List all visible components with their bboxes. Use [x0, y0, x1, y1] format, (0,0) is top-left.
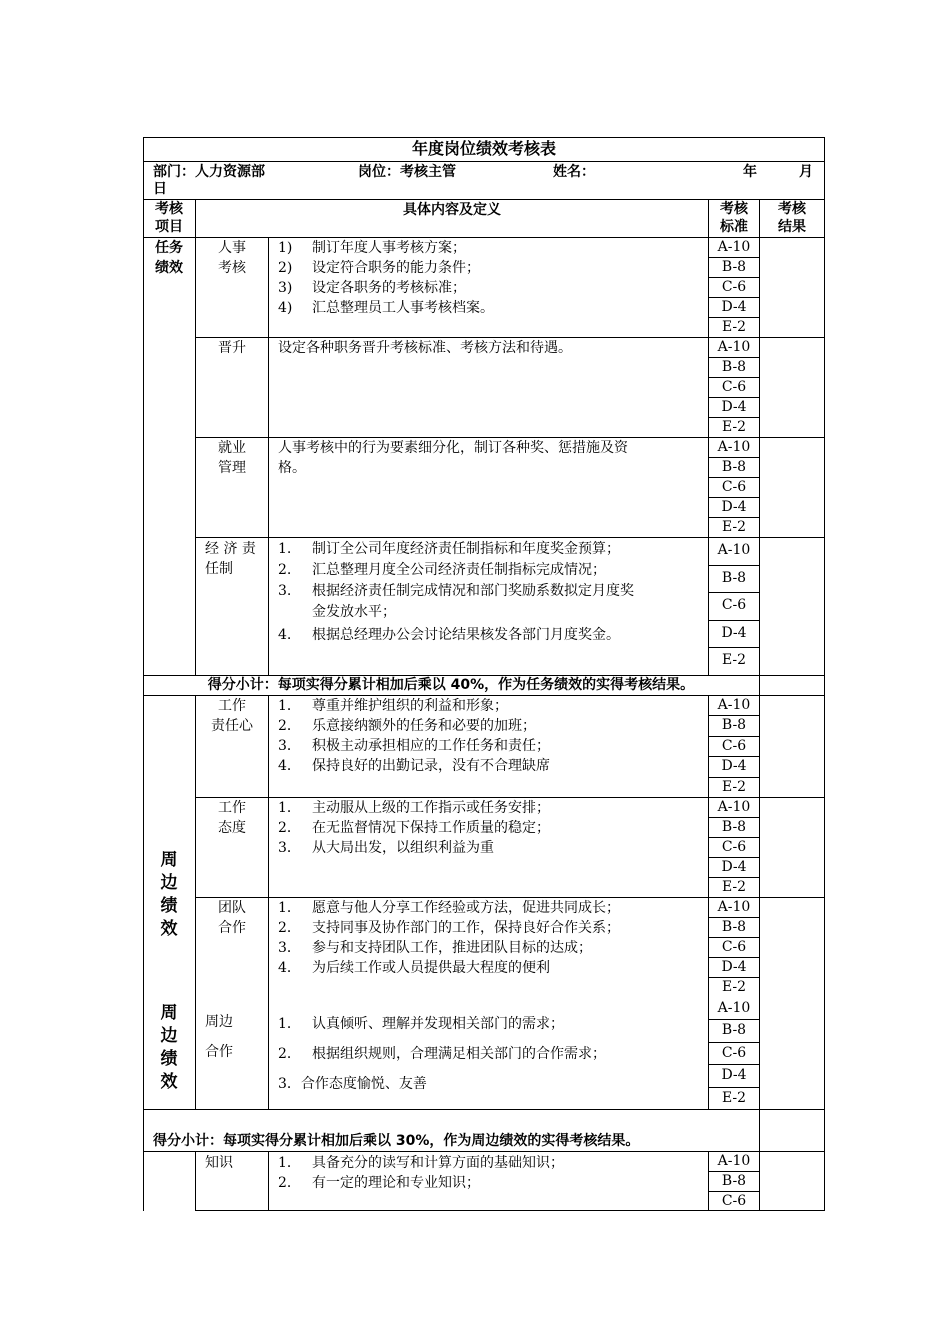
grade-cell: A-10: [717, 542, 751, 558]
line-number: 1．: [278, 698, 301, 714]
peri-subtotal: 得分小计：每项实得分累计相加后乘以 30%，作为周边绩效的实得考核结果。: [153, 1133, 640, 1149]
year-label: 年: [743, 164, 757, 180]
grade-cell: A-10: [717, 697, 751, 713]
grade-rule: [708, 620, 760, 621]
grade-cell: E-2: [721, 519, 747, 535]
day-label: 日: [153, 181, 167, 197]
task-label: [143, 238, 195, 278]
item-name-text: 管理: [218, 460, 246, 476]
rule: [195, 537, 825, 538]
line-text: 认真倾听、理解并发现相关部门的需求；: [312, 1016, 564, 1032]
line-number: 4): [278, 300, 293, 316]
item-name-text: 团队: [218, 900, 246, 916]
label-text: 效: [160, 919, 178, 939]
grade-cell: A-10: [717, 239, 751, 255]
header-text: 标准: [720, 219, 748, 235]
item-name-text: 工作: [218, 800, 246, 816]
grade-rule: [708, 1042, 760, 1043]
line-text: 金发放水平；: [312, 604, 396, 620]
line-text: 为后续工作或人员提供最大程度的便利: [312, 960, 550, 976]
item-name-text: 责任心: [211, 718, 253, 734]
grade-rule: [708, 1019, 760, 1020]
content-line: [278, 696, 550, 716]
item-name: [196, 798, 268, 838]
grade-cell: A-10: [717, 439, 751, 455]
content-line: 格。: [278, 460, 306, 476]
grade-cell: D-4: [721, 859, 747, 875]
line-text: 在无监督情况下保持工作质量的稳定；: [312, 820, 550, 836]
grade-cell: D-4: [721, 959, 747, 975]
line-text: 参与和支持团队工作，推进团队目标的达成；: [312, 940, 592, 956]
content-line: [278, 1069, 606, 1099]
grade-cell: B-8: [721, 1173, 747, 1189]
label-text: 周: [160, 850, 178, 870]
line-number: 1．: [278, 1016, 301, 1032]
item-name: [196, 898, 268, 938]
header-text: 结果: [778, 219, 806, 235]
peri2-label: [143, 1002, 195, 1094]
grade-rule: [708, 647, 760, 648]
grade-cell: B-8: [721, 359, 747, 375]
content-line: [278, 602, 634, 623]
grade-cell: C-6: [721, 839, 747, 855]
grade-rule: [708, 592, 760, 593]
rule: [759, 199, 760, 1211]
content-line: [278, 756, 550, 776]
line-number: 3.: [278, 583, 292, 599]
line-text: 愿意与他人分享工作经验或方法，促进共同成长；: [312, 900, 620, 916]
line-text: 尊重并维护组织的利益和形象；: [312, 698, 508, 714]
line-text: 制订年度人事考核方案；: [312, 240, 466, 256]
line-text: 设定符合职务的能力条件；: [312, 260, 480, 276]
grade-cell: A-10: [717, 899, 751, 915]
line-number: 1．: [278, 800, 301, 816]
grade-cell: A-10: [717, 799, 751, 815]
grade-cell: E-2: [721, 779, 747, 795]
line-number: 4.: [278, 627, 292, 643]
content-line: [278, 938, 620, 958]
grade-cell: C-6: [721, 738, 747, 754]
header-text: 项目: [155, 219, 183, 235]
item-content: 设定各种职务晋升考核标准、考核方法和待遇。: [278, 340, 572, 356]
rule: [268, 237, 269, 675]
grade-cell: E-2: [721, 879, 747, 895]
grade-cell: E-2: [721, 319, 747, 335]
item-content: [278, 898, 620, 978]
content-line: [278, 716, 550, 736]
label-text: 任务: [155, 240, 183, 256]
task-subtotal: 得分小计：每项实得分累计相加后乘以 40%，作为任务绩效的实得考核结果。: [207, 677, 695, 693]
content-line: [278, 1153, 564, 1173]
peri-label: [143, 849, 195, 941]
line-text: 有一定的理论和专业知识；: [312, 1175, 480, 1191]
line-number: 2): [278, 260, 293, 276]
label-text: 绩效: [155, 260, 183, 276]
content-line: [278, 918, 620, 938]
content-line: [278, 1009, 606, 1039]
content-line: [278, 238, 494, 258]
post-label: 岗位：考核主管: [358, 164, 456, 180]
content-line: [278, 258, 494, 278]
item-name: [196, 238, 268, 278]
label-text: 绩: [160, 1049, 178, 1069]
border-right: [824, 137, 825, 1211]
line-number: 3．: [278, 738, 301, 754]
line-number: 1): [278, 240, 293, 256]
line-number: 1.: [278, 541, 292, 557]
item-name-text: 合作: [218, 920, 246, 936]
dept-label: 部门：人力资源部: [153, 164, 265, 180]
item-content: [278, 798, 550, 858]
header-text: 考核: [155, 201, 183, 217]
line-text: 根据总经理办公会讨论结果核发各部门月度奖金。: [312, 627, 620, 643]
grade-cell: C-6: [721, 939, 747, 955]
line-text: 支持同事及协作部门的工作，保持良好合作关系；: [312, 920, 620, 936]
line-number: 2．: [278, 920, 301, 936]
rule: [143, 1109, 825, 1110]
line-text: 积极主动承担相应的工作任务和责任；: [312, 738, 550, 754]
item-content: [278, 238, 494, 318]
grade-cell: B-8: [721, 717, 747, 733]
header-text: 考核: [720, 201, 748, 217]
header-content: 具体内容及定义: [403, 202, 501, 218]
item-name-text: 考核: [218, 260, 246, 276]
grade-cell: C-6: [721, 1045, 747, 1061]
line-number: 3): [278, 280, 293, 296]
item-name-text: 态度: [218, 820, 246, 836]
item-name-text: 人事: [218, 240, 246, 256]
grade-cell: B-8: [721, 819, 747, 835]
item-content: [278, 696, 550, 776]
line-text: 根据经济责任制完成情况和部门奖励系数拟定月度奖: [312, 583, 634, 599]
label-text: 周: [160, 1003, 178, 1023]
line-number: 2．: [278, 1046, 301, 1062]
line-number: 1．: [278, 900, 301, 916]
content-line: [278, 838, 550, 858]
content-line: [278, 560, 634, 581]
grade-cell: B-8: [721, 259, 747, 275]
form-title: 年度岗位绩效考核表: [411, 139, 556, 158]
rule: [268, 695, 269, 997]
item-name-text: 合作: [205, 1044, 233, 1060]
content-line: [278, 298, 494, 318]
grade-cell: C-6: [721, 479, 747, 495]
grade-cell: D-4: [721, 499, 747, 515]
item-content: [278, 1009, 606, 1099]
line-number: 4．: [278, 758, 301, 774]
content-line: [278, 736, 550, 756]
line-text: 根据组织规则，合理满足相关部门的合作需求；: [312, 1046, 606, 1062]
grade-rule: [708, 565, 760, 566]
content-line: [278, 818, 550, 838]
line-text: 具备充分的读写和计算方面的基础知识；: [312, 1155, 564, 1171]
content-line: [278, 1039, 606, 1069]
grade-cell: A-10: [717, 339, 751, 355]
item-name-text: 任制: [205, 561, 233, 577]
line-number: 2.: [278, 562, 292, 578]
grade-cell: D-4: [721, 758, 747, 774]
item-content: [278, 438, 628, 478]
item-content: [278, 1153, 564, 1193]
line-text: 3．合作态度愉悦、友善: [278, 1076, 427, 1092]
label-text: 边: [160, 873, 178, 893]
content-line: [278, 625, 634, 646]
item-name-text: 周边: [205, 1014, 233, 1030]
item-content: [278, 539, 634, 646]
grade-rule: [708, 1064, 760, 1065]
rule: [195, 1151, 196, 1211]
line-number: 2．: [278, 1175, 301, 1191]
grade-cell: E-2: [721, 652, 747, 668]
item-name-text: 就业: [218, 440, 246, 456]
line-text: 保持良好的出勤记录，没有不合理缺席: [312, 758, 550, 774]
content-line: [278, 278, 494, 298]
grade-cell: B-8: [721, 919, 747, 935]
rule: [268, 997, 269, 1109]
header-standard: [709, 200, 759, 236]
grade-cell: C-6: [721, 597, 747, 613]
content-line: [278, 539, 634, 560]
item-name: 知识: [205, 1155, 233, 1171]
grade-cell: E-2: [721, 419, 747, 435]
header-result: [760, 200, 824, 236]
label-text: 边: [160, 1026, 178, 1046]
grade-cell: A-10: [717, 1153, 751, 1169]
grade-cell: B-8: [721, 570, 747, 586]
grade-cell: B-8: [721, 1022, 747, 1038]
item-name-text: 工作: [218, 698, 246, 714]
label-text: 绩: [160, 896, 178, 916]
month-label: 月: [799, 164, 813, 180]
line-number: 3．: [278, 940, 301, 956]
grade-cell: C-6: [721, 1193, 747, 1209]
grade-rule: [708, 1087, 760, 1088]
header-text: 考核: [778, 201, 806, 217]
line-text: 乐意接纳额外的任务和必要的加班；: [312, 718, 536, 734]
line-number: 3．: [278, 840, 301, 856]
line-number: 1．: [278, 1155, 301, 1171]
grade-cell: D-4: [721, 299, 747, 315]
grade-cell: E-2: [721, 979, 747, 995]
grade-cell: E-2: [721, 1090, 747, 1106]
grade-cell: C-6: [721, 279, 747, 295]
line-text: 制订全公司年度经济责任制指标和年度奖金预算；: [312, 541, 620, 557]
grade-cell: D-4: [721, 399, 747, 415]
content-line: [278, 898, 620, 918]
content-line: 人事考核中的行为要素细分化，制订各种奖、惩措施及资: [278, 440, 628, 456]
content-line: [278, 958, 620, 978]
appraisal-form: [143, 137, 825, 1211]
line-number: 4．: [278, 960, 301, 976]
name-label: 姓名：: [553, 164, 595, 180]
line-text: 设定各职务的考核标准；: [312, 280, 466, 296]
header-item: [143, 200, 195, 236]
line-number: 2．: [278, 718, 301, 734]
item-name: [205, 1007, 233, 1067]
label-text: 效: [160, 1072, 178, 1092]
item-name: 晋升: [218, 340, 246, 356]
line-text: 汇总整理员工人事考核档案。: [312, 300, 494, 316]
border-top: [143, 137, 825, 138]
grade-cell: B-8: [721, 459, 747, 475]
rule: [268, 1151, 269, 1211]
item-name: [196, 696, 268, 736]
grade-cell: D-4: [721, 1067, 747, 1083]
line-number: 2．: [278, 820, 301, 836]
item-name: [196, 438, 268, 478]
content-line: [278, 798, 550, 818]
item-name: [205, 539, 268, 579]
content-line: [278, 581, 634, 602]
line-text: 汇总整理月度全公司经济责任制指标完成情况；: [312, 562, 606, 578]
grade-cell: C-6: [721, 379, 747, 395]
line-text: 主动服从上级的工作指示或任务安排；: [312, 800, 550, 816]
content-line: [278, 1173, 564, 1193]
item-name-text: 经 济 责: [205, 541, 256, 557]
grade-cell: D-4: [721, 625, 747, 641]
line-text: 从大局出发，以组织利益为重: [312, 840, 494, 856]
grade-cell: A-10: [717, 1000, 751, 1016]
